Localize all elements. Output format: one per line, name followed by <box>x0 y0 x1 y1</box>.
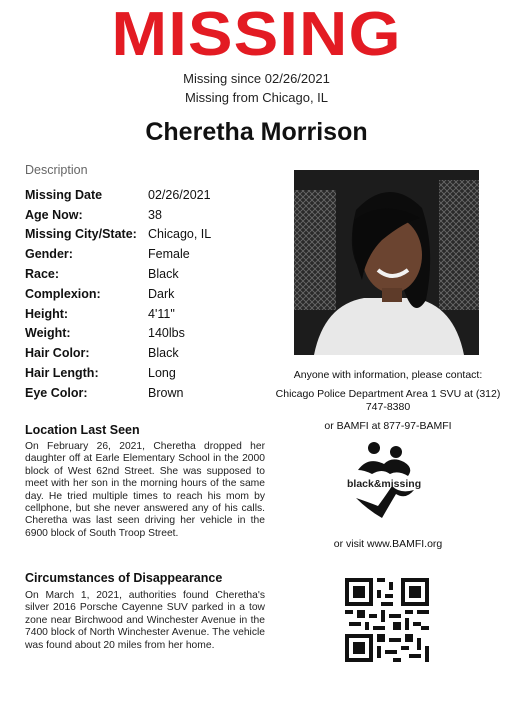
fact-row <box>25 205 290 225</box>
circumstances-title: Circumstances of Disappearance <box>25 571 223 585</box>
fact-key: Age Now: <box>25 207 83 222</box>
missing-headline: MISSING <box>111 0 402 69</box>
contact-website: or visit www.BAMFI.org <box>333 538 443 550</box>
fact-key: Hair Length: <box>25 366 99 381</box>
fact-row <box>25 383 290 403</box>
fact-row <box>25 284 290 304</box>
photo-illustration <box>294 170 479 355</box>
fact-key: Missing Date <box>25 187 103 202</box>
fact-key: Race: <box>25 267 60 282</box>
person-photo <box>294 170 479 355</box>
fact-value: 02/26/2021 <box>148 187 211 202</box>
missing-from: Missing from Chicago, IL <box>184 90 329 105</box>
contact-bamfi-phone: or BAMFI at 877-97-BAMFI <box>324 420 452 432</box>
fact-row <box>25 363 290 383</box>
fact-value: 140lbs <box>148 326 185 341</box>
contact-intro: Anyone with information, please contact: <box>293 369 483 381</box>
fact-value: 4'11" <box>148 306 175 321</box>
fact-key: Missing City/State: <box>25 227 137 242</box>
fact-key: Height: <box>25 306 69 321</box>
fact-value: Black <box>148 267 179 282</box>
qr-code-icon <box>345 578 429 662</box>
fact-value: Long <box>148 366 176 381</box>
fact-row <box>25 324 290 344</box>
location-text: On February 26, 2021, Cheretha dropped her daughter off at Earle Elementary School in the 2000 block of West 62nd Street. She was supposed to meet with her son in the morning hours of the same day. He tried multiple times to reach his mom by cellphone, but she never answered any of his calls. Cheretha was last seen driving her vehicle in the 6900 block of South Troop Street. <box>25 441 265 539</box>
fact-value: 38 <box>148 207 162 222</box>
person-name: Cheretha Morrison <box>145 118 368 146</box>
fact-key: Gender: <box>25 247 73 262</box>
fact-value: Brown <box>148 385 184 400</box>
fact-value: Female <box>148 247 190 262</box>
fact-row <box>25 225 290 245</box>
circumstances-text: On March 1, 2021, authorities found Cheretha's silver 2016 Porsche Cayenne SUV parked in a tow zone near Birchwood and Winchester Avenue in the 7400 block of North Winchester Avenue. The vehicle was found about 20 miles from her home. <box>25 590 265 651</box>
fact-key: Hair Color: <box>25 346 90 361</box>
fact-row <box>25 244 290 264</box>
fact-value: Dark <box>148 286 175 301</box>
fact-value: Chicago, IL <box>148 227 212 242</box>
facts-list <box>25 185 290 403</box>
fact-key: Complexion: <box>25 286 101 301</box>
contact-police: Chicago Police Department Area 1 SVU at (312) 747-8380 <box>275 388 501 413</box>
logo-wordmark: black&missing <box>347 478 422 490</box>
description-label: Description <box>25 163 88 177</box>
missing-since: Missing since 02/26/2021 <box>183 71 330 86</box>
fact-row <box>25 343 290 363</box>
fact-key: Eye Color: <box>25 385 88 400</box>
location-title: Location Last Seen <box>25 423 140 437</box>
fact-value: Black <box>148 346 179 361</box>
fact-row <box>25 304 290 324</box>
fact-row <box>25 185 290 205</box>
fact-row <box>25 264 290 284</box>
fact-key: Weight: <box>25 326 71 341</box>
